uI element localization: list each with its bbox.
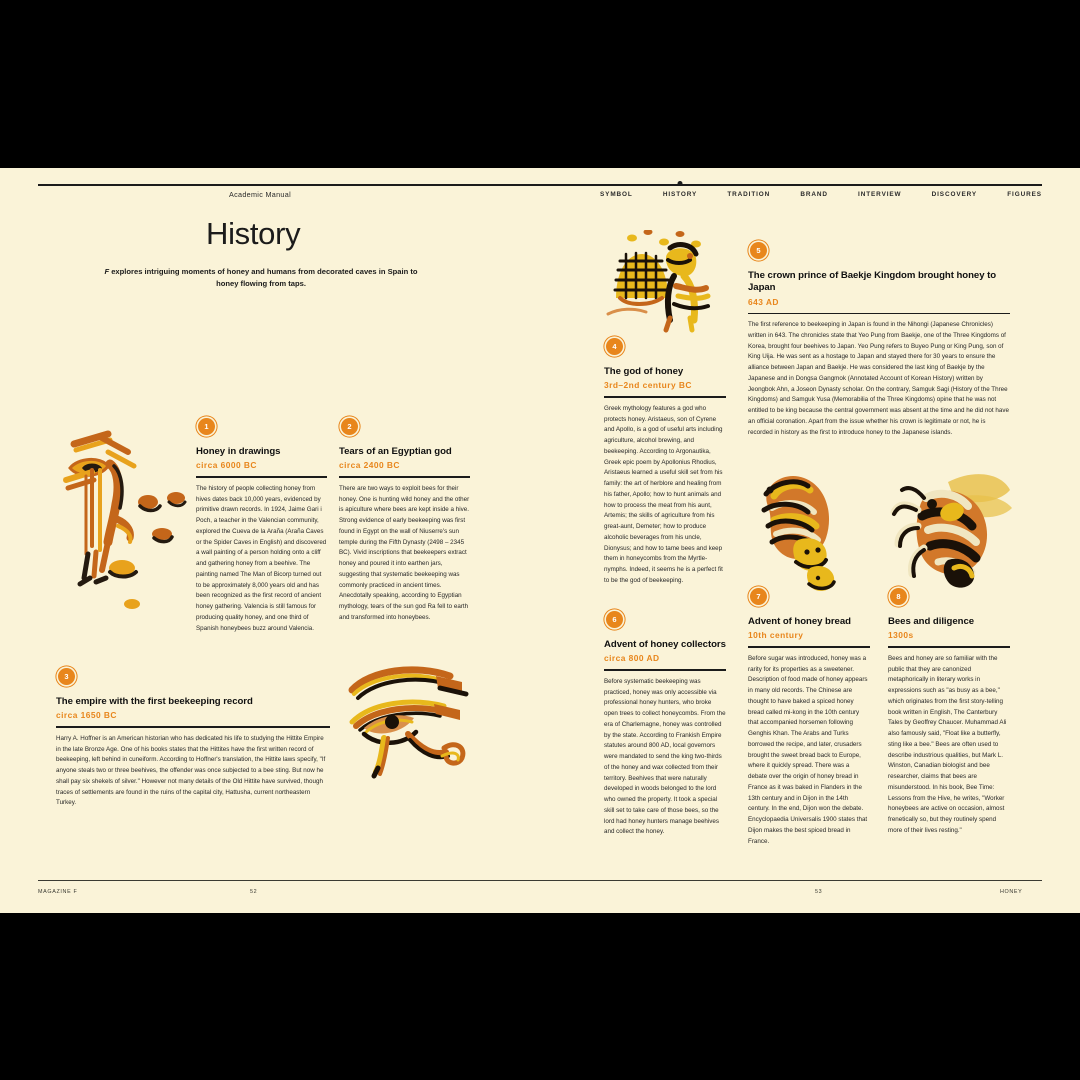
footer-page-right: 53 xyxy=(815,889,823,895)
article-4 xyxy=(604,338,726,587)
magazine-spread xyxy=(0,168,1080,913)
article-1-heading: Honey in drawings xyxy=(196,446,281,457)
article-3-date: circa 1650 BC xyxy=(56,710,117,721)
article-5-heading: The crown prince of Baekje Kingdom brought honey to Japan xyxy=(748,270,997,294)
article-1-number: 1 xyxy=(198,418,215,435)
deck-lead-initial: F xyxy=(104,267,110,276)
article-7 xyxy=(748,588,870,847)
honeybee-illustration xyxy=(890,464,1020,594)
cave-painting-illustration xyxy=(52,426,202,616)
deck-text: explores intriguing moments of honey and humans from decorated caves in Spain to honey flowing from taps. xyxy=(109,267,418,289)
nav-item-tradition[interactable]: TRADITION xyxy=(727,191,771,198)
article-6-heading: Advent of honey collectors xyxy=(604,639,726,650)
eye-of-horus-illustration xyxy=(336,660,476,780)
article-4-number: 4 xyxy=(606,338,623,355)
article-7-rule xyxy=(748,646,870,648)
nav-item-history[interactable]: HISTORY xyxy=(662,191,698,198)
article-8-number: 8 xyxy=(890,588,907,605)
page-deck xyxy=(96,266,426,291)
article-3 xyxy=(56,668,330,809)
footer-page-left: 52 xyxy=(250,889,258,895)
article-3-rule xyxy=(56,726,330,728)
bee-larva-illustration xyxy=(752,468,882,596)
article-4-heading: The god of honey xyxy=(604,366,684,377)
header-kicker: Academic Manual xyxy=(229,190,291,199)
footer-rule xyxy=(38,880,1042,881)
article-7-date: 10th century xyxy=(748,630,804,641)
article-2-number: 2 xyxy=(341,418,358,435)
page-title: History xyxy=(206,216,301,251)
nav-item-discovery[interactable]: DISCOVERY xyxy=(931,191,978,198)
article-2-heading: Tears of an Egyptian god xyxy=(339,446,452,457)
article-6-date: circa 800 AD xyxy=(604,653,660,664)
article-4-date: 3rd–2nd century BC xyxy=(604,380,692,391)
article-6-body: Before systematic beekeeping was practiced, honey was only accessible via professional honey hunters, who broke open trees to collect honeycombs. From the era of Charlemagne, honey was controlled by the state. According to Frankish Empire statutes around 800 AD, local governors were mandated to send the king two-thirds of the honey and wax collected from their territory. Beehives that were naturally developed in woods belonged to the lord who owned the property. It took a special skill set to take care of those bees, so the lord had honey hunters manage beehives and collect the honey. xyxy=(604,677,726,836)
article-7-heading: Advent of honey bread xyxy=(748,616,851,627)
article-5-rule xyxy=(748,313,1010,315)
article-5 xyxy=(748,242,1010,438)
article-5-body: The first reference to beekeeping in Japan is found in the Nihongi (Japanese Chronicles) written in 643. The chronicles state that Yeo Pung from Baekje, one of the Three Kingdoms of Korea, brought four beehives to Japan. Yeo Pung refers to Buyeo Pung or King Pung, son of King Uija. He was sent as a hostage to Japan and stayed there for 30 years to ensure the alliance between Japan and Baekje. He was considered the last king of Baekje by the Japanese and in Dongsa Gangmok (Annotated Account of Korean History) written by Jeongbok Ahn, a Joseon Dynasty scholar. On the contrary, Samguk Sagi (History of the Three Kingdoms) and Samguk Yusa (Memorabilia of the Three Kingdoms) opine that he was not entitled to be king because the central government was absent at the time and he did not have an official coronation. Apart from the issue whether his crown is legitimate or not, he is recorded in history as the first to introduce honey to the Japanese islands. xyxy=(748,321,1009,436)
article-7-number: 7 xyxy=(750,588,767,605)
article-1-body: The history of people collecting honey from hives dates back 10,000 years, evidenced by primitive drawn records. In 1924, Jaime Gari i Poch, a teacher in the Valencian community, explored the Cueva de la Araña (Araña Caves or the Spider Caves in English) and discovered a wall painting of a person holding onto a cliff and gathering honey from a beehive. The painting named The Man of Bicorp turned out to be approximately 8,000 years old and has been recognized as the first record of ancient honey gathering. Valencia is still famous for producing quality honey, and one third of Spanish honeybees buzz around Valencia. xyxy=(196,484,327,632)
nav-item-symbol[interactable]: SYMBOL xyxy=(600,191,633,198)
article-6 xyxy=(604,611,726,838)
footer-section-name: HONEY xyxy=(1000,889,1023,895)
article-4-rule xyxy=(604,396,726,398)
article-1 xyxy=(196,418,327,634)
header-rule xyxy=(38,184,1042,186)
article-2-date: circa 2400 BC xyxy=(339,460,400,471)
article-3-number: 3 xyxy=(58,668,75,685)
article-3-heading: The empire with the first beekeeping record xyxy=(56,696,253,707)
article-3-body: Harry A. Hoffner is an American historian who has dedicated his life to studying the Hittite Empire in the late Bronze Age. One of his books states that the Hittites have the first written record of beekeeping, left behind in cuneiform. According to Hoffner's translation, the Hittite laws specify, "If anyone steals two or three beehives, the offender was once subjected to a bee sting. But now he shall pay six shekels of silver." However not many details of the Old Hittite have survived, though traces of settlements are found in the ruins of the capital city, Hattusha, current northeastern Turkey. xyxy=(56,734,326,807)
section-nav xyxy=(600,191,1042,198)
nav-item-brand[interactable]: BRAND xyxy=(800,191,828,198)
article-8 xyxy=(888,588,1010,837)
article-2-rule xyxy=(339,476,470,478)
article-5-number: 5 xyxy=(750,242,767,259)
article-2 xyxy=(339,418,470,624)
nav-item-figures[interactable]: FIGURES xyxy=(1007,191,1042,198)
skep-beehive-illustration xyxy=(604,230,719,335)
footer-magazine-name: MAGAZINE F xyxy=(38,889,78,895)
nav-item-interview[interactable]: INTERVIEW xyxy=(858,191,902,198)
article-1-rule xyxy=(196,476,327,478)
article-6-number: 6 xyxy=(606,611,623,628)
article-8-rule xyxy=(888,646,1010,648)
article-8-body: Bees and honey are so familiar with the public that they are canonized metaphorically in literary works in expressions such as "as busy as a bee," which originates from the first story-telling book written in English, The Canterbury Tales by Geoffrey Chaucer. Muhammad Ali also famously said, "Float like a butterfly, sting like a bee." Bees are often used to describe industrious qualities, but Mark L. Winston, Canadian biologist and bee researcher, claims that bees are misunderstood. In his book, Bee Time: Lessons from the Hive, he writes, "Worker honeybees are active on occasion, almost frenetically so, but they routinely spend more of their lives resting." xyxy=(888,654,1007,834)
article-8-date: 1300s xyxy=(888,630,914,641)
article-1-date: circa 6000 BC xyxy=(196,460,257,471)
article-6-rule xyxy=(604,669,726,671)
article-8-heading: Bees and diligence xyxy=(888,616,975,627)
article-5-date: 643 AD xyxy=(748,296,779,307)
article-7-body: Before sugar was introduced, honey was a rarity for its properties as a sweetener. Description of food made of honey appears in many old records. The Chinese are thought to have baked a spiced honey bread called mi-kong in the 10th century that accompanied horsemen following Genghis Khan. The Arabs and Turks borrowed the recipe, and later, crusaders brought the sweet bread back to Europe, where it quickly spread. There was a debate over the origin of honey bread in France as it was baked in Flanders in the 13th century and in Dijon in the 14th century. In the end, Dijon won the debate. Encyclopaedia Universalis 1900 states that Dijon makes the best spiced bread in France. xyxy=(748,654,868,845)
article-4-body: Greek mythology features a god who protects honey. Aristaeus, son of Cyrene and Apollo, is a god of useful arts including agriculture, alcohol brewing, and beekeeping. According to Argonautika, Greek epic poem by Apollonius Rhodius, Aristaeus learned a useful skill set from his family: the art of herblore and healing from his father, Apollo; how to hunt animals and how to process the meat from his aunt, Artemis; the skills of agriculture from his great-aunt, Demeter; how to produce alcoholic beverages from his uncle, Dionysus; and how to tame bees and keep them in honeycombs from the Myrtle-nymphs. Indeed, it seems he is a perfect fit to be the god of beekeeping. xyxy=(604,404,723,584)
article-2-body: There are two ways to exploit bees for their honey. One is hunting wild honey and the other is apiculture where bees are kept inside a hive. Strong evidence of early beekeeping was first found in Egypt on the wall of Niuserre's sun temple during the Fifth Dynasty (2498 – 2345 BC). Vivid inscriptions that beekeepers extract honey and poured it into earthen jars, suggesting that systematic beekeeping was commonly practiced in ancient times. Anecdotally speaking, according to Egyptian mythology, tears of the sun god Ra fell to earth and transformed into honeybees. xyxy=(339,484,470,621)
